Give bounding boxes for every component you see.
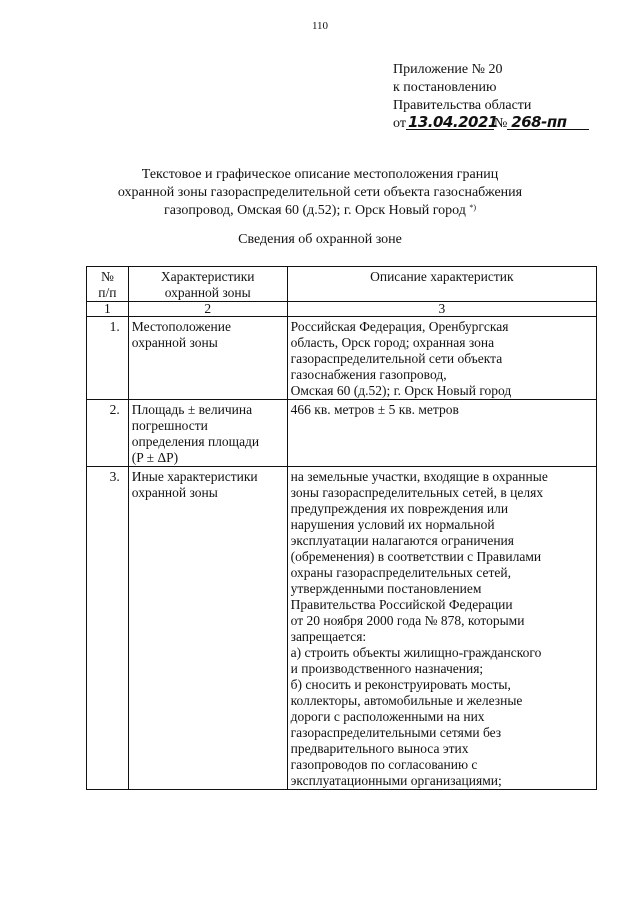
header-col-characteristics — [128, 267, 287, 302]
title-line-1: Текстовое и графическое описание местоположения границ — [141, 167, 499, 182]
row-description-line: газоснабжения газопровод, — [290, 367, 447, 382]
appendix-line-4 — [393, 115, 589, 133]
header-col-num-line-2: п/п — [98, 285, 117, 300]
index-cell-1: 1 — [87, 302, 129, 317]
row-characteristic — [128, 467, 287, 790]
row-description-line: эксплуатационными организациями; — [290, 773, 502, 788]
row-characteristic-line: определения площади — [131, 434, 260, 449]
row-description-line: эксплуатации налагаются ограничения — [290, 533, 514, 548]
row-description — [287, 317, 596, 400]
row-number: 2. — [87, 400, 129, 467]
row-characteristic-line: (P ± ΔP) — [131, 450, 179, 465]
title-line-2: охранной зоны газораспределительной сети объекта газоснабжения — [117, 185, 523, 200]
appendix-line-2: к постановлению — [393, 80, 497, 95]
row-description-line: и производственного назначения; — [290, 661, 484, 676]
row-description-line: нарушения условий их нормальной — [290, 517, 495, 532]
row-description — [287, 467, 596, 790]
row-description-line: а) строить объекты жилищно-гражданского — [290, 645, 542, 660]
table-header-row — [87, 267, 597, 302]
row-characteristic-line: охранной зоны — [131, 485, 218, 500]
header-col-num-line-1: № — [100, 269, 114, 284]
row-characteristic — [128, 400, 287, 467]
row-description-line: (обременения) в соответствии с Правилами — [290, 549, 542, 564]
from-label: от — [393, 116, 406, 131]
table-row — [87, 467, 597, 790]
section-subtitle: Сведения об охранной зоне — [238, 232, 402, 247]
row-description-line: предупреждения их повреждения или — [290, 501, 509, 516]
row-description-line: утвержденными постановлением — [290, 581, 482, 596]
appendix-line-1: Приложение № 20 — [393, 62, 503, 77]
row-description-line: Омская 60 (д.52); г. Орск Новый город — [290, 383, 512, 398]
row-description-line: Правительства Российской Федерации — [290, 597, 513, 612]
header-col-description: Описание характеристик — [287, 267, 596, 302]
row-description-line: зоны газораспределительных сетей, в целях — [290, 485, 544, 500]
handwritten-date: 13.04.2021 — [407, 113, 498, 131]
row-description-line: коллекторы, автомобильные и железные — [290, 693, 523, 708]
row-number: 3. — [87, 467, 129, 790]
row-description-line: от 20 ноября 2000 года № 878, которыми — [290, 613, 525, 628]
zone-info-table — [86, 266, 597, 790]
row-description-line: область, Орск город; охранная зона — [290, 335, 495, 350]
number-label: № — [493, 116, 508, 131]
row-characteristic-line: Иные характеристики — [131, 469, 258, 484]
header-col-num — [87, 267, 129, 302]
index-cell-3: 3 — [287, 302, 596, 317]
title-line-3 — [0, 202, 640, 220]
index-cell-2: 2 — [128, 302, 287, 317]
row-characteristic-line: Площадь ± величина — [131, 402, 253, 417]
document-title — [0, 166, 640, 220]
table-row — [87, 400, 597, 467]
row-description — [287, 400, 596, 467]
handwritten-number: 268-пп — [507, 115, 589, 130]
row-characteristic-line: погрешности — [131, 418, 208, 433]
row-description-line: дороги с расположенными на них — [290, 709, 485, 724]
row-description-line: на земельные участки, входящие в охранные — [290, 469, 548, 484]
row-description-line: б) сносить и реконструировать мосты, — [290, 677, 511, 692]
row-description-line: Российская Федерация, Оренбургская — [290, 319, 509, 334]
row-description-line: запрещается: — [290, 629, 367, 644]
footnote-mark: *) — [469, 203, 477, 212]
row-characteristic — [128, 317, 287, 400]
header-col-characteristics-line-2: охранной зоны — [164, 285, 251, 300]
row-characteristic-line: Местоположение — [131, 319, 231, 334]
row-description-line: предварительного выноса этих — [290, 741, 469, 756]
table-row — [87, 317, 597, 400]
row-description-line: охраны газораспределительных сетей, — [290, 565, 511, 580]
row-number: 1. — [87, 317, 129, 400]
page-number: 110 — [311, 20, 329, 32]
row-description-line: газопроводов по согласованию с — [290, 757, 478, 772]
row-characteristic-line: охранной зоны — [131, 335, 218, 350]
appendix-line-3: Правительства области — [393, 98, 532, 113]
title-line-3-text: газопровод, Омская 60 (д.52); г. Орск Новый город — [163, 203, 466, 218]
table-index-row — [87, 302, 597, 317]
row-description-line: 466 кв. метров ± 5 кв. метров — [290, 402, 459, 417]
row-description-line: газораспределительной сети объекта — [290, 351, 503, 366]
row-description-line: газораспределительными сетями без — [290, 725, 502, 740]
appendix-block — [393, 61, 589, 133]
header-col-characteristics-line-1: Характеристики — [160, 269, 255, 284]
